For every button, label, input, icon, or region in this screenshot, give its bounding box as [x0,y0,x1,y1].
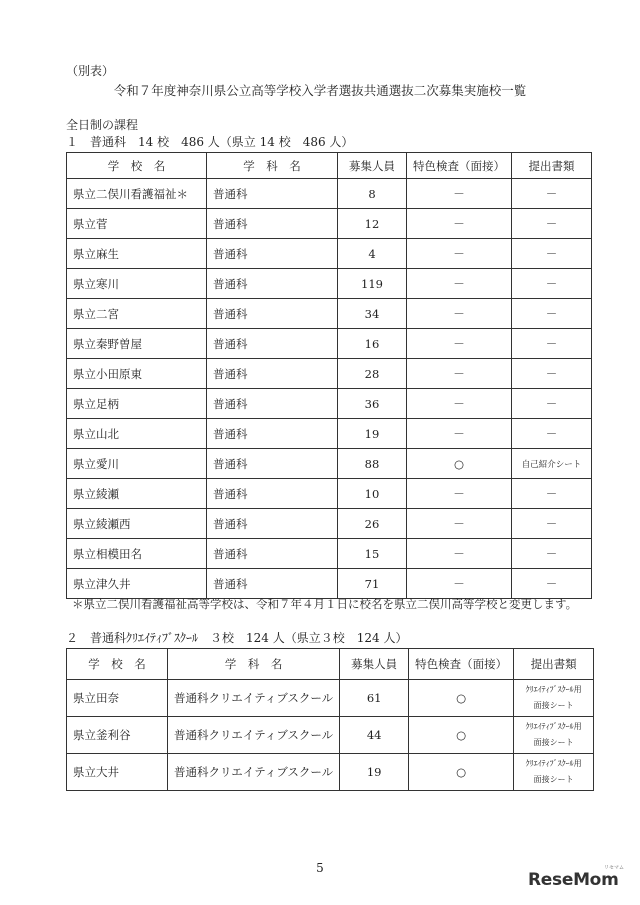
table-row [67,239,592,269]
cell-capacity: 8 [338,179,407,209]
cell-department: 普通科 [207,539,338,569]
cell-special-exam: － [407,359,512,389]
table-row [67,359,592,389]
cell-capacity: 4 [338,239,407,269]
cell-special-exam: － [407,239,512,269]
cell-capacity: 19 [340,754,409,791]
table-row [67,680,594,717]
cell-special-exam: ○ [409,717,514,754]
cell-documents [514,680,594,717]
cell-special-exam: － [407,509,512,539]
cell-documents: － [512,419,592,449]
footnote: ＊県立二俣川看護福祉高等学校は、令和７年４月１日に校名を県立二俣川高等学校と変更します。 [72,597,578,611]
cell-capacity: 88 [338,449,407,479]
table-row [67,209,592,239]
cell-documents [514,717,594,754]
header-special-exam: 特色検査（面接） [409,649,514,680]
documents-line-2: 面接シート [533,775,574,784]
cell-capacity: 119 [338,269,407,299]
cell-special-exam: － [407,419,512,449]
table-row [67,419,592,449]
cell-department: 普通科 [207,419,338,449]
cell-special-exam: － [407,389,512,419]
cell-school: 県立釜利谷 [67,717,168,754]
table-row [67,569,592,599]
documents-line-1: ｸﾘｴｲﾃｨﾌﾞｽｸｰﾙ用 [525,722,582,731]
header-department: 学 科 名 [168,649,340,680]
documents-line-1: ｸﾘｴｲﾃｨﾌﾞｽｸｰﾙ用 [525,685,582,694]
cell-documents: － [512,179,592,209]
cell-department: 普通科 [207,449,338,479]
table-row [67,449,592,479]
cell-documents: － [512,329,592,359]
cell-capacity: 16 [338,329,407,359]
cell-school: 県立菅 [67,209,207,239]
cell-school: 県立二宮 [67,299,207,329]
header-department: 学 科 名 [207,153,338,179]
table-row [67,509,592,539]
cell-department: 普通科 [207,329,338,359]
cell-school: 県立相模田名 [67,539,207,569]
cell-documents: － [512,299,592,329]
cell-documents: － [512,479,592,509]
cell-capacity: 34 [338,299,407,329]
cell-documents: － [512,269,592,299]
cell-documents: 自己紹介シート [512,449,592,479]
cell-capacity: 10 [338,479,407,509]
cell-department: 普通科 [207,359,338,389]
cell-school: 県立足柄 [67,389,207,419]
header-capacity: 募集人員 [338,153,407,179]
header-documents: 提出書類 [512,153,592,179]
cell-department: 普通科クリエイティブスクール [168,680,340,717]
cell-department: 普通科 [207,569,338,599]
cell-school: 県立綾瀬西 [67,509,207,539]
cell-school: 県立小田原東 [67,359,207,389]
cell-school: 県立田奈 [67,680,168,717]
table-header-row [67,153,592,179]
section2-table [66,648,594,791]
cell-capacity: 44 [340,717,409,754]
cell-department: 普通科 [207,389,338,419]
cell-department: 普通科 [207,209,338,239]
resemom-logo [528,870,618,890]
cell-department: 普通科クリエイティブスクール [168,754,340,791]
header-school: 学 校 名 [67,649,168,680]
cell-documents [514,754,594,791]
cell-special-exam: － [407,479,512,509]
cell-school: 県立大井 [67,754,168,791]
cell-capacity: 28 [338,359,407,389]
cell-school: 県立津久井 [67,569,207,599]
logo-text: ReseMom [528,870,619,890]
cell-special-exam: － [407,569,512,599]
cell-department: 普通科クリエイティブスクール [168,717,340,754]
documents-line-2: 面接シート [533,738,574,747]
section1-heading: １ 普通科 14 校 486 人（県立 14 校 486 人） [66,135,354,149]
annex-label: （別表） [66,64,115,78]
section2-heading: ２ 普通科ｸﾘｴｲﾃｨﾌﾞｽｸｰﾙ ３校 124 人（県立３校 124 人） [66,631,408,645]
cell-special-exam: － [407,299,512,329]
cell-department: 普通科 [207,509,338,539]
cell-special-exam: － [407,269,512,299]
cell-documents: － [512,569,592,599]
cell-school: 県立山北 [67,419,207,449]
documents-line-1: ｸﾘｴｲﾃｨﾌﾞｽｸｰﾙ用 [525,759,582,768]
cell-documents: － [512,209,592,239]
header-documents: 提出書類 [514,649,594,680]
cell-school: 県立麻生 [67,239,207,269]
cell-special-exam: － [407,179,512,209]
cell-department: 普通科 [207,239,338,269]
cell-department: 普通科 [207,479,338,509]
cell-school: 県立秦野曽屋 [67,329,207,359]
header-school: 学 校 名 [67,153,207,179]
table-row [67,389,592,419]
table-row [67,329,592,359]
cell-capacity: 36 [338,389,407,419]
table-header-row [67,649,594,680]
header-special-exam: 特色検査（面接） [407,153,512,179]
cell-special-exam: ○ [407,449,512,479]
document-title: 令和７年度神奈川県公立高等学校入学者選抜共通選抜二次募集実施校一覧 [113,83,527,98]
cell-documents: － [512,389,592,419]
logo-subtext: リセマム [604,865,624,871]
cell-capacity: 19 [338,419,407,449]
cell-documents: － [512,359,592,389]
table-row [67,539,592,569]
header-capacity: 募集人員 [340,649,409,680]
cell-capacity: 71 [338,569,407,599]
cell-department: 普通科 [207,269,338,299]
documents-line-2: 面接シート [533,701,574,710]
cell-capacity: 12 [338,209,407,239]
cell-department: 普通科 [207,179,338,209]
cell-capacity: 15 [338,539,407,569]
cell-special-exam: ○ [409,754,514,791]
cell-documents: － [512,539,592,569]
cell-special-exam: － [407,329,512,359]
cell-special-exam: ○ [409,680,514,717]
table-row [67,717,594,754]
cell-capacity: 61 [340,680,409,717]
table-row [67,299,592,329]
table-row [67,179,592,209]
page-number: 5 [316,861,324,875]
cell-special-exam: － [407,539,512,569]
cell-documents: － [512,509,592,539]
cell-school: 県立寒川 [67,269,207,299]
table-row [67,754,594,791]
course-label: 全日制の課程 [66,118,139,132]
cell-department: 普通科 [207,299,338,329]
cell-capacity: 26 [338,509,407,539]
cell-school: 県立愛川 [67,449,207,479]
table-row [67,269,592,299]
cell-school: 県立二俣川看護福祉＊ [67,179,207,209]
table-row [67,479,592,509]
cell-documents: － [512,239,592,269]
cell-special-exam: － [407,209,512,239]
section1-table [66,152,592,599]
cell-school: 県立綾瀬 [67,479,207,509]
